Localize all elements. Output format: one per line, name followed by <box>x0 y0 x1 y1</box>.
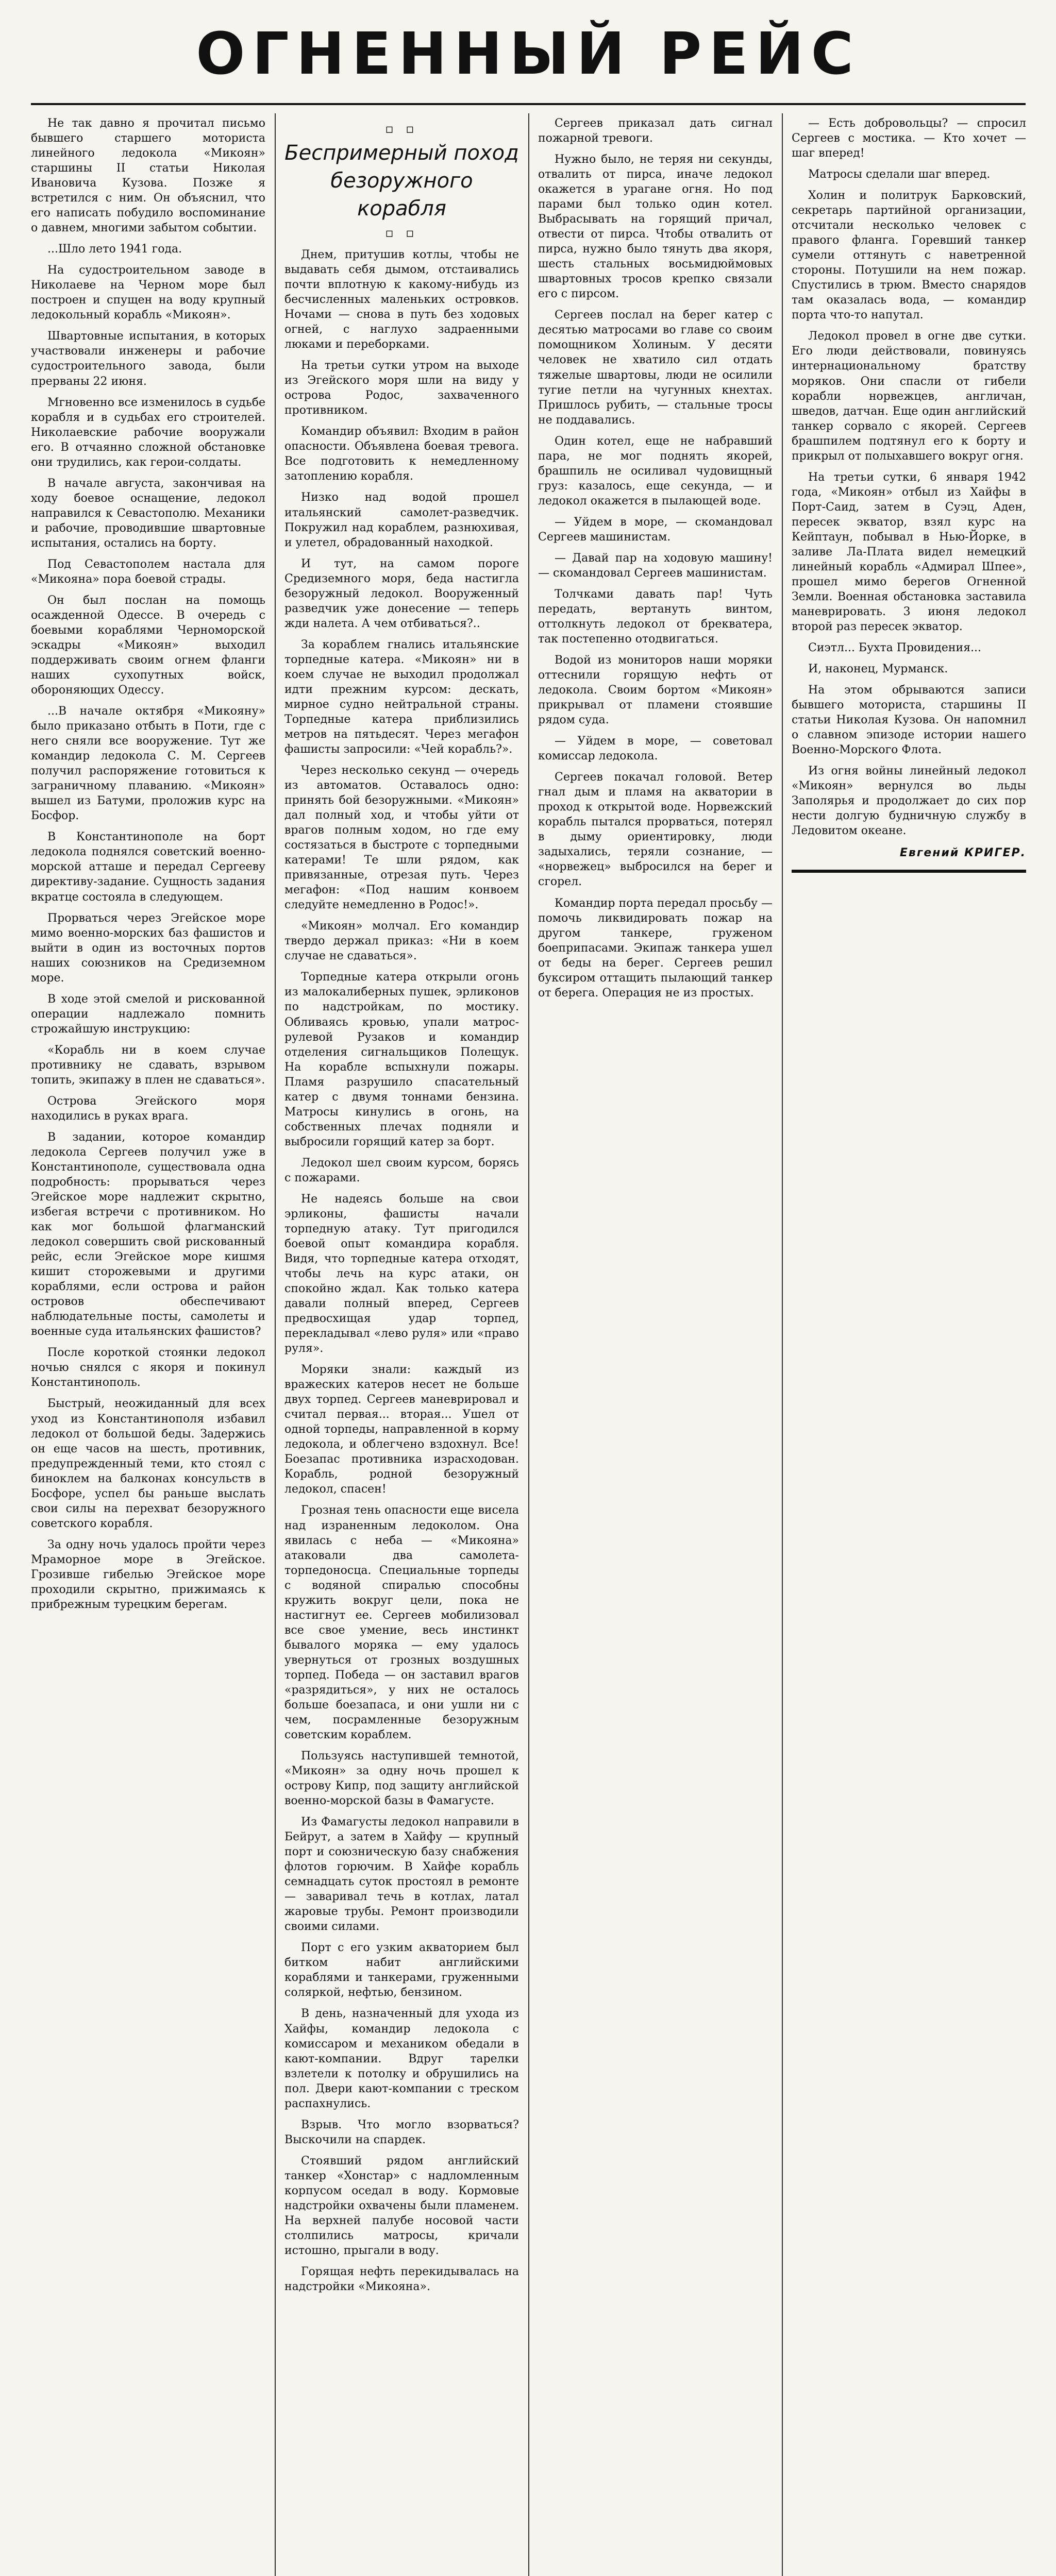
article-column-1 <box>31 116 265 1618</box>
author-signature: Евгений КРИГЕР. <box>899 846 1026 860</box>
paragraph: В Константинополе на борт ледокола поднялся советский военно-морской атташе и передал Сергееву директиву-задание. Сущность задания вкратце состояла в следующем. <box>31 831 265 904</box>
paragraph: ...В начале октября «Микояну» было приказано отбыть в Поти, где с него сняли все вооружение. Тут же командир ледокола С. М. Сергеев получил распоряжение готовиться к заграничному плаванию. «Микоян» вышел из Батуми, проложив курс на Босфор. <box>31 705 265 823</box>
paragraph: Не надеясь больше на свои эрликоны, фашисты начали торпедную атаку. Тут пригодился боевой опыт командира корабля. Видя, что торпедные катера отходят, чтобы лечь на курс атаки, он спокойно ждал. Как только катера давали полный вперед, Сергеев предвосхищая удар торпед, перекладывал «лево руля» или «право руля». <box>284 1192 519 1355</box>
paragraph: Через несколько секунд — очередь из автоматов. Оставалось одно: принять бой безоружными. «Микоян» дал полный ход, и чтобы уйти от врагов полным ходом, но где ему состязаться в быстроте с торпедными катерами! Те шли рядом, как привязанные, отрезая путь. Через мегафон: «Под нашим конвоем следуйте немедленно в Родос!». <box>284 764 519 912</box>
paragraph: Днем, притушив котлы, чтобы не выдавать себя дымом, отстаивались почти вплотную к какому-нибудь из бесчисленных маленьких островков. Ночами — снова в путь без ходовых огней, с наглухо задраенными люками и переборками. <box>284 248 519 351</box>
paragraph: Сергеев покачал головой. Ветер гнал дым и пламя на акватории в проход к открытой воде. Норвежский корабль пытался прорваться, потерял в дыму ориентировку, люди задыхались, теряли сознание, — «норвежец» выбросился на берег и сгорел. <box>538 771 773 889</box>
subheading-line-2: безоружного корабля <box>330 169 473 221</box>
paragraph: «Микоян» молчал. Его командир твердо держал приказ: «Ни в коем случае не сдаваться». <box>284 920 519 963</box>
paragraph: — Уйдем в море, — советовал комиссар ледокола. <box>538 735 773 763</box>
paragraph: На этом обрываются записи бывшего моториста, старшины II статьи Николая Кузова. Он напомнил о славном эпизоде истории нашего Военно-Морского Флота. <box>792 684 1026 757</box>
paragraph: Грозная тень опасности еще висела над израненным ледоколом. Она явилась с неба — «Микояна» атаковали два самолета-торпедоносца. Специальные торпеды с водяной спиралью способны кружить вокруг цели, пока не настигнут ее. Сергеев мобилизовал все свое умение, весь инстинкт бывалого моряка — ему удалось увернуться от грозных воздушных торпед. Победа — он заставил врагов «разрядиться», у них не осталось больше боезапаса, и они ушли ни с чем, посрамленные безоружным советским кораблем. <box>284 1504 519 1741</box>
paragraph: Командир объявил: Входим в район опасности. Объявлена боевая тревога. Все подготовить к немедленному затоплению корабля. <box>284 425 519 483</box>
paragraph: Острова Эгейского моря находились в руках врага. <box>31 1094 265 1123</box>
paragraph: Холин и политрук Барковский, секретарь партийной организации, отсчитали несколько человек с правого фланга. Горевший танкер сумели оттянуть с наветренной стороны. Потушили на нем пожар. Спустились в трюм. Вместо снарядов там оказалась вода, — командир порта что-то напутал. <box>792 189 1026 322</box>
paragraph: На судостроительном заводе в Николаеве на Черном море был построен и спущен на воду крупный ледокольный корабль «Микоян». <box>31 264 265 322</box>
article-column-4 <box>792 116 1026 873</box>
paragraph: Порт с его узким акваторием был битком набит английскими кораблями и танкерами, груженными соляркой, нефтью, бензином. <box>284 1941 519 1999</box>
subheading-line-1: Беспримерный поход <box>284 141 519 165</box>
paragraph: — Давай пар на ходовую машину! — скомандовал Сергеев машинистам. <box>538 551 773 580</box>
paragraph: Швартовные испытания, в которых участвовали инженеры и рабочие судостроительного завода, были прерваны 22 июня. <box>31 330 265 388</box>
paragraph: Сиэтл... Бухта Провидения... <box>808 641 982 655</box>
paragraph: Взрыв. Что могло взорваться? Выскочили на спардек. <box>284 2118 519 2146</box>
paragraph: Нужно было, не теряя ни секунды, отвалить от пирса, иначе ледокол окажется в ураганe огня. Но под парами был только один котел. Выбрасывать на горящий причал, отвести от пирса. Чтобы отвалить от пирса, нужно было тянуть два якоря, шесть стальных восьмидюймовых швартовных тросов крепко связали его с пирсом. <box>538 153 773 301</box>
paragraph: И тут, на самом пороге Средиземного моря, беда настигла безоружный ледокол. Вооруженный разведчик уже донесение — теперь жди налета. А чем отбиваться?.. <box>284 557 519 630</box>
paragraph: Он был послан на помощь осажденной Одессе. В очередь с боевыми кораблями Черноморской эскадры «Микоян» выходил поддерживать своим огнем фланги наших сухопутных войск, обороняющих Одессу. <box>31 594 265 697</box>
article-column-2 <box>284 247 519 2300</box>
paragraph: Из огня войны линейный ледокол «Микоян» вернулся во льды Заполярья и продолжает до сих пор нести долгую будничную службу в Ледовитом океане. <box>792 765 1026 838</box>
paragraph: «Корабль ни в коем случае противнику не сдавать, взрывом топить, экипажу в плен не сдаваться». <box>31 1043 265 1087</box>
column-divider-1 <box>275 113 276 2576</box>
end-rule <box>792 870 1026 873</box>
paragraph: За кораблем гнались итальянские торпедные катера. «Микоян» ни в коем случае не выходил продолжал идти прежним курсом: дескать, мирное судно нейтральной страны. Торпедные катера приблизились метров на пятьдесят. Через мегафон фашисты запросили: «Чей корабль?». <box>284 638 519 756</box>
paragraph: За одну ночь удалось пройти через Мраморное море в Эгейское. Грозивше гибелью Эгейское море проходили скрытно, прижимаясь к прибрежным турецким берегам. <box>31 1538 265 1611</box>
paragraph: Ледокол шел своим курсом, борясь с пожарами. <box>284 1156 519 1184</box>
paragraph: ...Шло лето 1941 года. <box>47 243 182 256</box>
paragraph: Мгновенно все изменилось в судьбе корабля и в судьбах его строителей. Николаевские рабочие вооружали его. В отчаянно сложной обстановке они трудились, как герои-солдаты. <box>31 396 265 469</box>
paragraph: В задании, которое командир ледокола Сергеев получил уже в Константинополе, существовала одна подробность: прорываться через Эгейское море надлежит скрытно, избегая встречи с противником. Но как мог большой флагманский ледокол совершить свой рискованный рейс, если Эгейское море кишмя кишит сторожевыми и другими кораблями, если острова и район островов обеспечивают наблюдательные посты, самолеты и военные суда итальянских фашистов? <box>31 1130 265 1338</box>
paragraph: Торпедные катера открыли огонь из малокалиберных пушек, эрликонов по надстройкам, по мостику. Обливаясь кровью, упали матрос-рулевой Рузаков и командир отделения сигнальщиков Полещук. На корабле вспыхнули пожары. Пламя разрушило спасательный катер с двумя тоннами бензина. Матросы кинулись в огонь, на собственных плечах подняли и выбросили горящий катер за борт. <box>284 971 519 1148</box>
paragraph: Низко над водой прошел итальянский самолет-разведчик. Покружил над кораблем, разнюхивая, и улетел, обрадованный находкой. <box>284 491 519 549</box>
paragraph: Сергеев приказал дать сигнал пожарной тревоги. <box>538 117 773 145</box>
paragraph: Водой из мониторов наши моряки оттеснили горящую нефть от ледокола. Своим бортом «Микоян» прикрывал от пламени стоявшие рядом суда. <box>538 654 773 727</box>
paragraph: На третьи сутки, 6 января 1942 года, «Микоян» отбыл из Хайфы в Порт-Саид, затем в Суэц, Аден, пересек экватор, взял курс на Кейптаун, побывал в Нью-Йорке, в заливе Ла-Плата видел немецкий линейный корабль «Адмирал Шпее», прошел мимо берегов Огненной Земли. Военная обстановка заставила маневрировать. 3 июня ледокол второй раз пересек экватор. <box>792 470 1026 633</box>
paragraph: Моряки знали: каждый из вражеских катеров несет не больше двух торпед. Сергеев маневрировал и считал первая... вторая... Ушел от одной торпеды, направленной в корму ледокола, и облегчено вздохнул. Все! Боезапас противника израсходован. Корабль, родной безоружный ледокол, спасен! <box>284 1363 519 1496</box>
paragraph: На третьи сутки утром на выходе из Эгейского моря шли на виду у острова Родос, захваченного противником. <box>284 359 519 417</box>
paragraph: После короткой стоянки ледокол ночью снялся с якоря и покинул Константинополь. <box>31 1346 265 1389</box>
paragraph: Толчками давать пар! Чуть передать, вертануть винтом, оттолкнуть ледокол от брекватера, так постепенно отодвигаться. <box>538 587 773 646</box>
paragraph: Матросы сделали шаг вперед. <box>808 168 991 181</box>
column-divider-3 <box>782 113 783 2576</box>
paragraph: Командир порта передал просьбу — помочь ликвидировать пожар на другом танкере, груженом боеприпасами. Экипаж танкера ушел от беды на берег. Сергеев решил буксиром оттащить пылающий танкер от берега. Операция не из простых. <box>538 896 773 999</box>
ornament-top: ▫ ▫ <box>385 122 418 136</box>
paragraph: Быстрый, неожиданный для всех уход из Константинополя избавил ледокол от большой беды. Задержись он еще часов на шесть, противник, предупрежденный теми, кто стоял с биноклем на балконах консульств в Босфоре, успел бы раньше выслать свои силы на перехват безоружного советского корабля. <box>31 1397 265 1530</box>
paragraph: В ходе этой смелой и рискованной операции надлежало помнить строжайшую инструкцию: <box>31 992 265 1036</box>
article-column-3 <box>538 116 773 1007</box>
column-divider-2 <box>528 113 529 2576</box>
paragraph: Стоявший рядом английский танкер «Хонстар» с надломленным корпусом оседал в воду. Кормовые надстройки охвачены были пламенем. На верхней палубе носовой части столпились матросы, кричали истошно, прыгали в воду. <box>284 2154 519 2257</box>
ornament-bottom: ▫ ▫ <box>385 226 418 241</box>
paragraph: Пользуясь наступившей темнотой, «Микоян» за одну ночь прошел к острову Кипр, под защиту английской военно-морской базы в Фамагусте. <box>284 1749 519 1808</box>
paragraph: В начале августа, закончивая на ходу боевое оснащение, ледокол направился к Севастополю. Механики и рабочие, проводившие швартовные испытания, остались на борту. <box>31 477 265 550</box>
newspaper-page <box>31 15 1026 2576</box>
paragraph: В день, назначенный для ухода из Хайфы, командир ледокола с комиссаром и механиком обедали в кают-компании. Вдруг тарелки взлетели к потолку и обрушились на пол. Двери кают-компании с треском распахнулись. <box>284 2007 519 2110</box>
subheading <box>284 118 519 241</box>
paragraph: Сергеев послал на берег катер с десятью матросами во главе со своим помощником Холиным. У десяти человек не хватило сил отдать тяжелые швартовы, люди не осилили тугие петли на чугунных кнехтах. Пришлось рубить, — стальные тросы не поддавались. <box>538 309 773 427</box>
headline: ОГНЕННЫЙ РЕЙС <box>196 21 861 88</box>
paragraph: — Уйдем в море, — скомандовал Сергеев машинистам. <box>538 515 773 544</box>
paragraph: И, наконец, Мурманск. <box>808 663 948 676</box>
paragraph: Не так давно я прочитал письмо бывшего старшего моториста линейного ледокола «Микоян» старшины II статьи Николая Ивановича Кузова. Позже я встретился с ним. Он объяснил, что его написать побудило воспоминание о давнем, многими забытом событии. <box>31 117 265 235</box>
paragraph: Ледокол провел в огне две сутки. Его люди действовали, повинуясь интернациональному братству моряков. Они спасли от гибели корабли норвежцев, англичан, шведов, датчан. Еще один английский танкер сорвало с якорей. Сергеев брашпилем подтянул его к борту и прикрыл от полыхавшего вокруг огня. <box>792 330 1026 463</box>
paragraph: Под Севастополем настала для «Микояна» пора боевой страды. <box>31 557 265 586</box>
paragraph: Из Фамагусты ледокол направили в Бейрут, а затем в Хайфу — крупный порт и союзническую базу снабжения флотов горючим. В Хайфе корабль семнадцать суток простоял в ремонте — заваривал течь в котлах, латал жаровые трубы. Ремонт производили своими силами. <box>284 1816 519 1934</box>
top-rule <box>31 103 1026 105</box>
paragraph: Один котел, еще не набравший пара, не мог поднять якорей, брашпиль не осиливал чудовищный груз: казалось, еще секунда, — и ледокол окажется в пылающей воде. <box>538 434 773 507</box>
paragraph: Прорваться через Эгейское море мимо военно-морских баз фашистов и выйти в один из восточных портов наших союзников на Средиземном море. <box>31 911 265 985</box>
paragraph: Горящая нефть перекидывалась на надстройки «Микояна». <box>284 2265 519 2293</box>
paragraph: — Есть добровольцы? — спросил Сергеев с мостика. — Кто хочет — шаг вперед! <box>792 117 1026 160</box>
